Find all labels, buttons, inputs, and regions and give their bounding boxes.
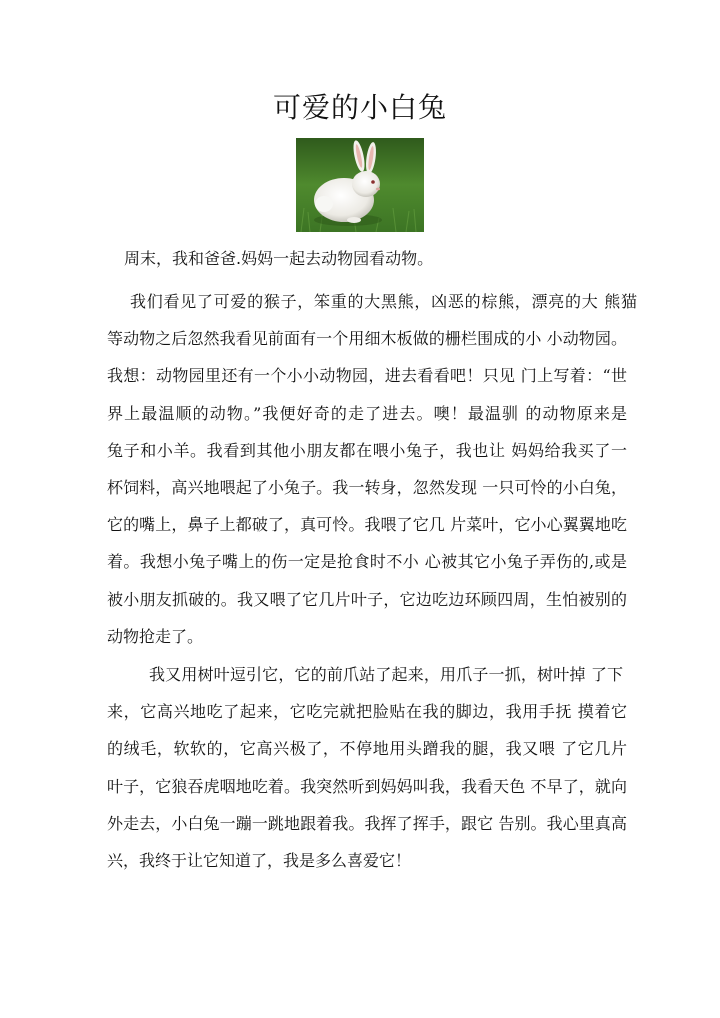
paragraph-line: 杯饲料，高兴地喂起了小兔子。我一转身，忽然发现 一只可怜的小白兔， <box>107 477 627 497</box>
paragraph-3 <box>107 656 627 879</box>
paragraph-2 <box>107 283 637 655</box>
paragraph-line: 等动物之后忽然我看见前面有一个用细木板做的栅栏围成的小 小动物园。 <box>107 329 627 349</box>
paragraph-line: 界上最温顺的动物。”我便好奇的走了进去。噢！最温驯 的动物原来是 <box>107 403 627 423</box>
white-rabbit-on-grass-photo-icon <box>296 138 424 232</box>
paragraph-line: 外走去，小白兔一蹦一跳地跟着我。我挥了挥手，跟它 告别。我心里真高 <box>107 813 627 833</box>
paragraph-line: 被小朋友抓破的。我又喂了它几片叶子，它边吃边环顾四周，生怕被别的 <box>107 589 627 609</box>
paragraph-1 <box>124 244 433 274</box>
paragraph-line: 我想：动物园里还有一个小小动物园，进去看看吧！只见 门上写着：“世 <box>107 366 627 386</box>
paragraph-line: 来，它高兴地吃了起来，它吃完就把脸贴在我的脚边，我用手抚 摸着它 <box>107 702 627 722</box>
paragraph-line: 我们看见了可爱的猴子，笨重的大黑熊，凶恶的棕熊，漂亮的大 熊猫 <box>130 292 637 311</box>
paragraph-line: 叶子，它狼吞虎咽地吃着。我突然听到妈妈叫我，我看天色 不早了，就向 <box>107 776 627 796</box>
rabbit-photo <box>296 138 424 232</box>
paragraph-line: 的绒毛，软软的，它高兴极了，不停地用头蹭我的腿，我又喂 了它几片 <box>107 739 627 759</box>
document-title: 可爱的小白兔 <box>272 91 447 124</box>
paragraph-line: 它的嘴上，鼻子上都破了，真可怜。我喂了它几 片菜叶，它小心翼翼地吃 <box>107 515 627 535</box>
paragraph-line: 着。我想小兔子嘴上的伤一定是抢食时不小 心被其它小兔子弄伤的,或是 <box>107 552 627 572</box>
paragraph-line: 兴，我终于让它知道了，我是多么喜爱它！ <box>107 850 412 870</box>
paragraph-line: 我又用树叶逗引它，它的前爪站了起来，用爪子一抓，树叶掉 了下 <box>149 665 623 684</box>
paragraph-line: 动物抢走了。 <box>107 626 204 646</box>
paragraph-line: 兔子和小羊。我看到其他小朋友都在喂小兔子，我也让 妈妈给我买了一 <box>107 440 627 460</box>
paragraph-line: 周末，我和爸爸.妈妈一起去动物园看动物。 <box>124 249 434 268</box>
